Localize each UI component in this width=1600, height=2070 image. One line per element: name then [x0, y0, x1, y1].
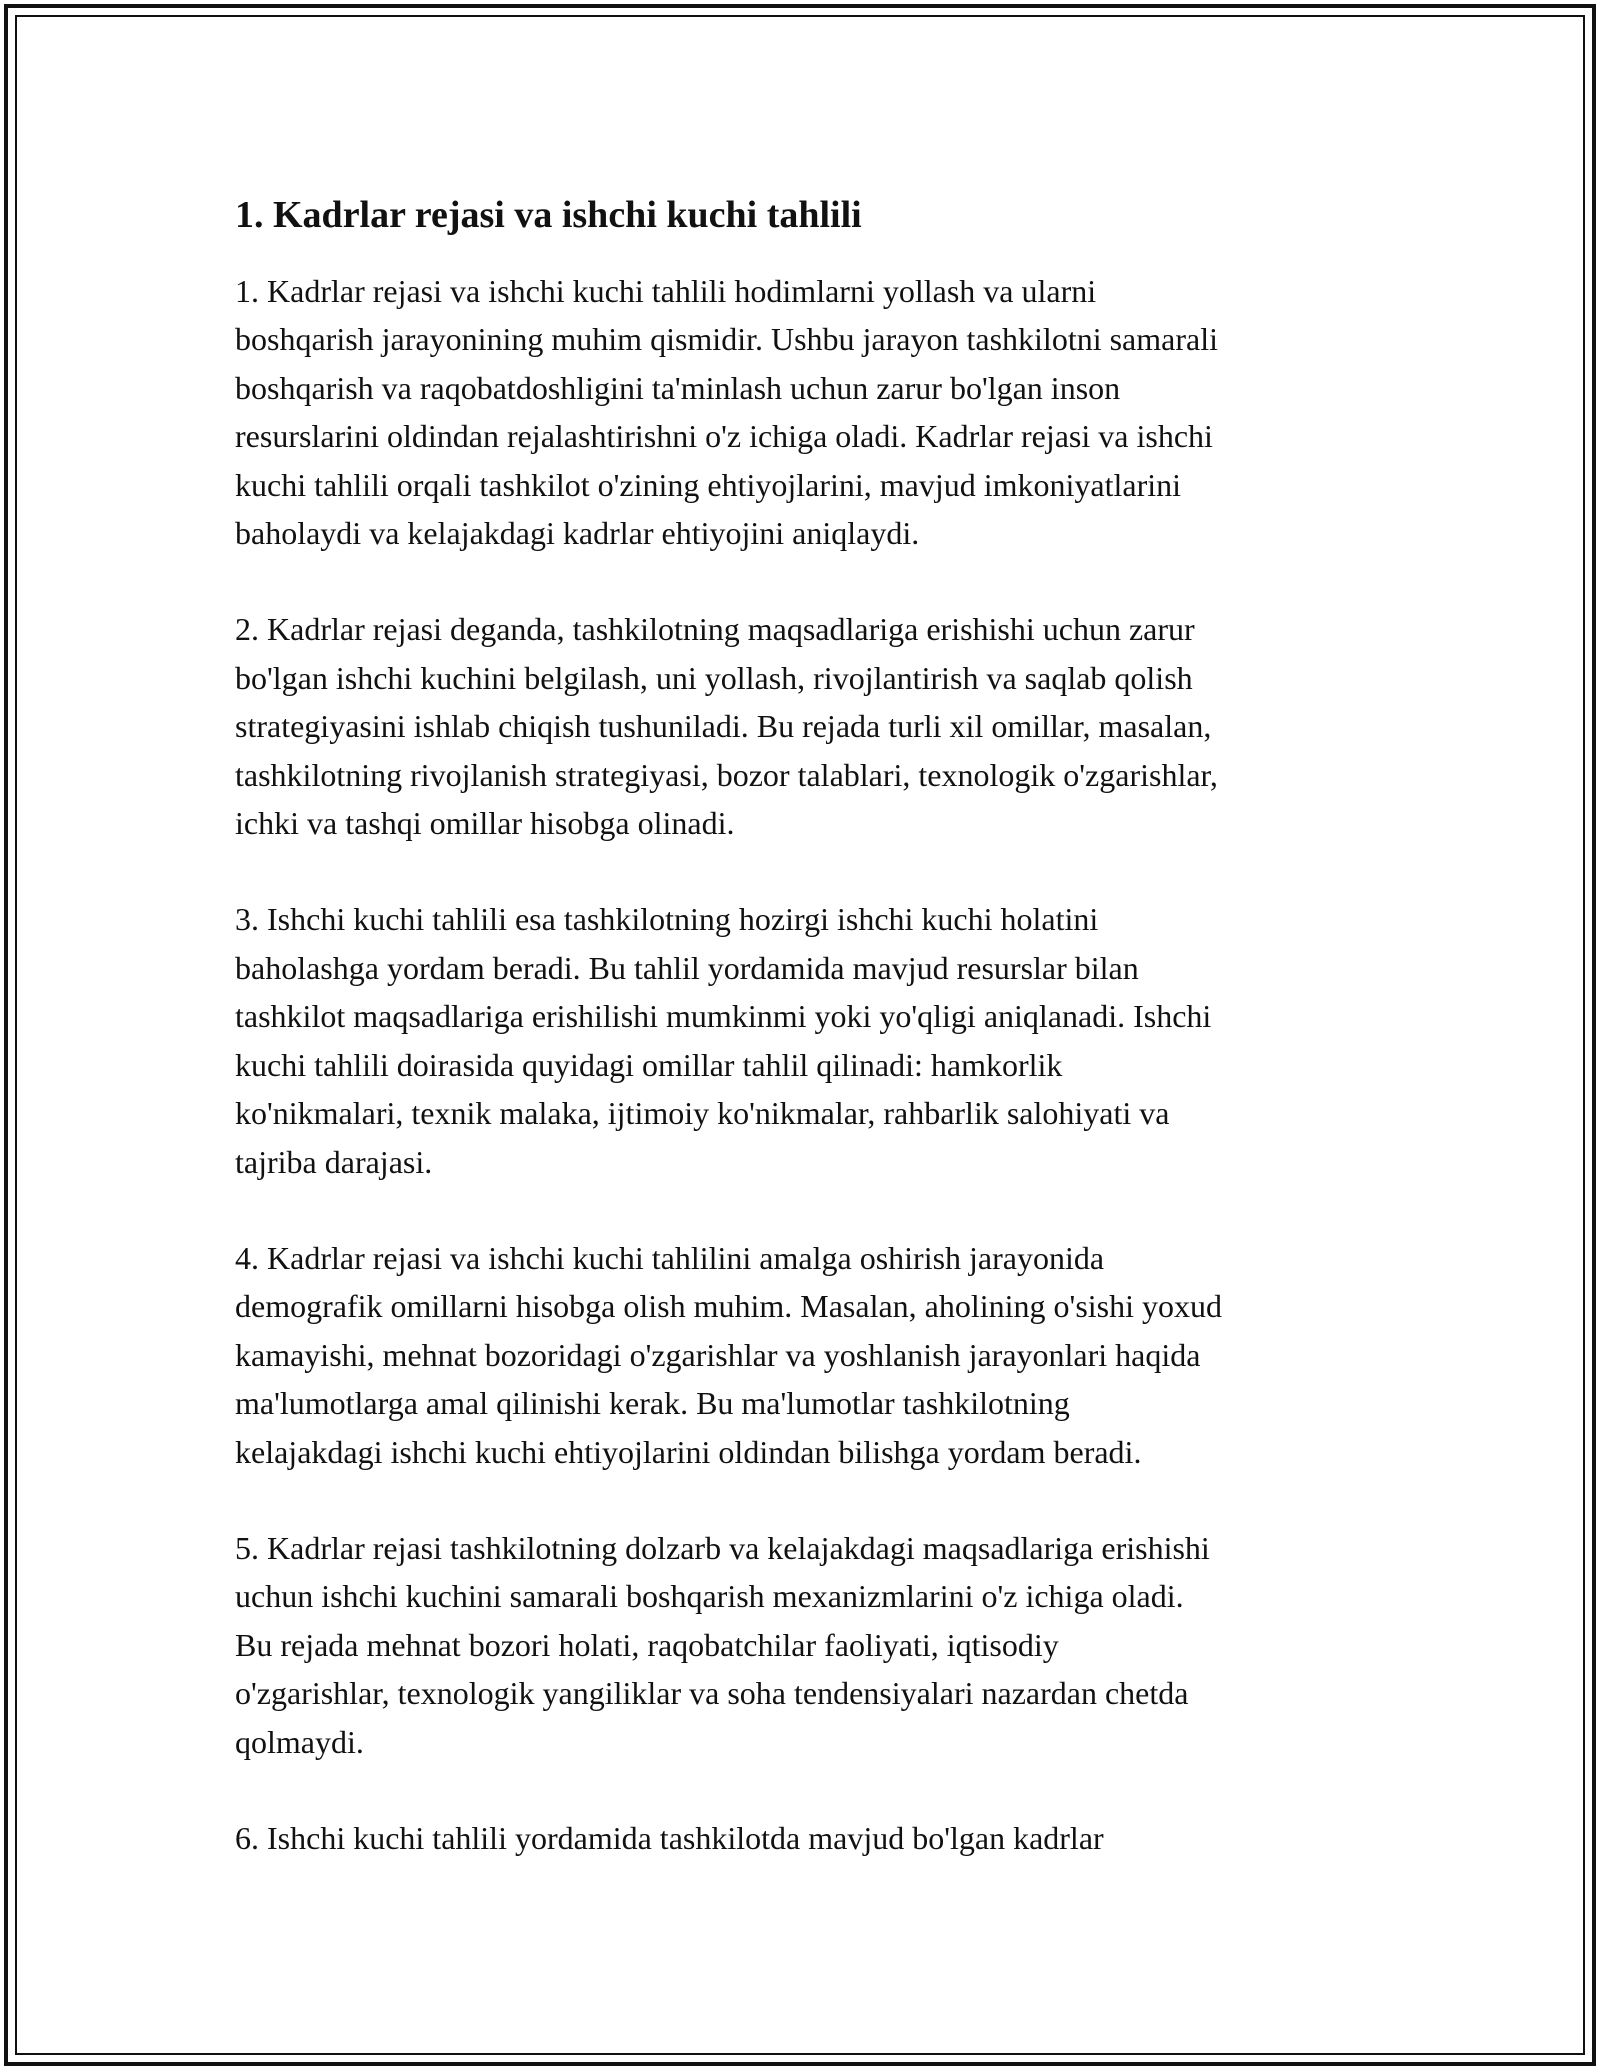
paragraph-4: 4. Kadrlar rejasi va ishchi kuchi tahlilini amalga oshirish jarayonida demografik omillarni hisobga olish muhim. Masalan, aholining o'sishi yoxud kamayishi, mehnat bozoridagi o'zgarishlar va yoshlanish jarayonlari haqida ma'lumotlarga amal qilinishi kerak. Bu ma'lumotlar tashkilotning kelajakdagi ishchi kuchi ehtiyojlarini oldindan bilishga yordam beradi.: [235, 1239, 1222, 1470]
paragraph-1: 1. Kadrlar rejasi va ishchi kuchi tahlili hodimlarni yollash va ularni boshqarish jarayonining muhim qismidir. Ushbu jarayon tashkilotni samarali boshqarish va raqobatdoshligini ta'minlash uchun zarur bo'lgan inson resurslarini oldindan rejalashtirishni o'z ichiga oladi. Kadrlar rejasi va ishchi kuchi tahlili orqali tashkilot o'zining ehtiyojlarini, mavjud imkoniyatlarini baholaydi va kelajakdagi kadrlar ehtiyojini aniqlaydi.: [235, 273, 1218, 552]
paragraph-6: 6. Ishchi kuchi tahlili yordamida tashkilotda mavjud bo'lgan kadrlar: [235, 1819, 1104, 1856]
paragraph-3: 3. Ishchi kuchi tahlili esa tashkilotning hozirgi ishchi kuchi holatini baholashga yordam beradi. Bu tahlil yordamida mavjud resurslar bilan tashkilot maqsadlariga erishilishi mumkinmi yoki yo'qligi aniqlanadi. Ishchi kuchi tahlili doirasida quyidagi omillar tahlil qilinadi: hamkorlik ko'nikmalari, texnik malaka, ijtimoiy ko'nikmalar, rahbarlik salohiyati va tajriba darajasi.: [235, 901, 1212, 1180]
paragraph-5: 5. Kadrlar rejasi tashkilotning dolzarb va kelajakdagi maqsadlariga erishishi uchun ishchi kuchini samarali boshqarish mexanizmlarini o'z ichiga oladi. Bu rejada mehnat bozori holati, raqobatchilar faoliyati, iqtisodiy o'zgarishlar, texnologik yangiliklar va soha tendensiyalari nazardan chetda qolmaydi.: [235, 1529, 1210, 1760]
paragraph-2: 2. Kadrlar rejasi deganda, tashkilotning maqsadlariga erishishi uchun zarur bo'lgan ishchi kuchini belgilash, uni yollash, rivojlantirish va saqlab qolish strategiyasini ishlab chiqish tushuniladi. Bu rejada turli xil omillar, masalan, tashkilotning rivojlanish strategiyasi, bozor talablari, texnologik o'zgarishlar, ichki va tashqi omillar hisobga olinadi.: [235, 611, 1218, 842]
document-title: 1. Kadrlar rejasi va ishchi kuchi tahlili: [235, 194, 862, 236]
document-body: [235, 185, 1385, 1910]
